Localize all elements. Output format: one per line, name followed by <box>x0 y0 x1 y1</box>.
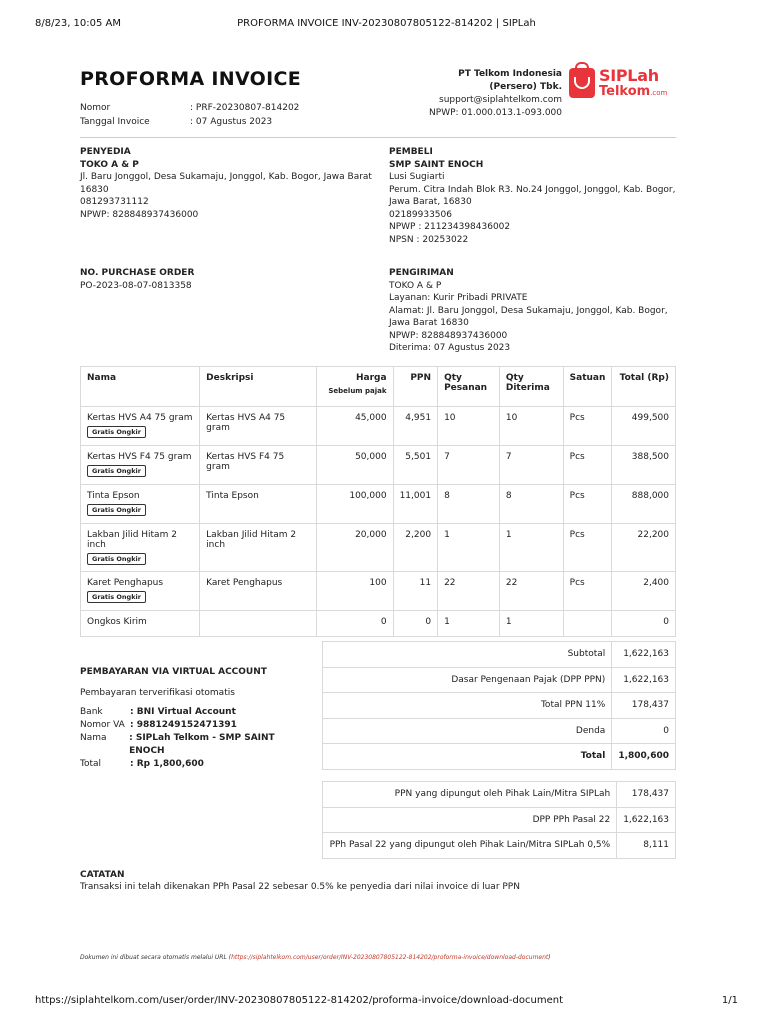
pembeli-npsn: NPSN : 20253022 <box>389 234 469 245</box>
col-qty-diterima: Qty Diterima <box>499 367 563 407</box>
cell-deskripsi: Lakban Jilid Hitam 2 inch <box>200 524 317 572</box>
ppn-value: 178,437 <box>612 693 676 719</box>
ppn-pungut-label: PPN yang dipungut oleh Pihak Lain/Mitra SIPLah <box>323 782 617 808</box>
pengiriman-layanan: Layanan: Kurir Pribadi PRIVATE <box>389 293 528 303</box>
company-npwp: NPWP: 01.000.013.1-093.000 <box>429 108 562 118</box>
print-datetime: 8/8/23, 10:05 AM <box>35 18 122 29</box>
cell-qty-pesanan: 7 <box>438 446 500 485</box>
table-row <box>81 572 676 611</box>
gratis-ongkir-badge: Gratis Ongkir <box>87 465 146 477</box>
dpp-label: Dasar Pengenaan Pajak (DPP PPN) <box>323 667 612 693</box>
cell-qty-pesanan: 1 <box>438 611 500 637</box>
ppn-label: Total PPN 11% <box>323 693 612 719</box>
cell-deskripsi: Kertas HVS F4 75 gram <box>200 446 317 485</box>
cell-satuan: Pcs <box>563 485 612 524</box>
cell-nama: Ongkos Kirim <box>81 611 200 637</box>
gratis-ongkir-badge: Gratis Ongkir <box>87 591 146 603</box>
table-header-row <box>81 367 676 407</box>
tax-table <box>322 781 676 859</box>
cell-ppn: 5,501 <box>393 446 438 485</box>
pembeli-npwp: NPWP : 211234398436002 <box>389 222 511 232</box>
cell-deskripsi: Karet Penghapus <box>200 572 317 611</box>
subtotal-value: 1,622,163 <box>612 642 676 668</box>
table-row-ongkir <box>81 611 676 637</box>
pembeli-name: SMP SAINT ENOCH <box>389 159 484 170</box>
va-value: : 9881249152471391 <box>130 720 237 730</box>
total-value: 1,800,600 <box>612 744 676 770</box>
cell-deskripsi: Tinta Epson <box>200 485 317 524</box>
pengiriman-block <box>389 267 676 355</box>
penyedia-name: TOKO A & P <box>80 159 139 170</box>
summary-row <box>323 667 676 693</box>
table-row <box>81 446 676 485</box>
cell-satuan: Pcs <box>563 446 612 485</box>
summary-row <box>323 744 676 770</box>
penyedia-address: Jl. Baru Jonggol, Desa Sukamaju, Jonggol, Kab. Bogor, Jawa Barat 16830 <box>80 172 372 195</box>
company-name-2: (Persero) Tbk. <box>489 82 562 92</box>
cell-total: 888,000 <box>612 485 676 524</box>
cell-ppn: 11 <box>393 572 438 611</box>
logo-text-top: SIPLah <box>599 66 659 85</box>
tax-row <box>323 807 676 833</box>
notes-block <box>80 869 520 893</box>
shopping-bag-icon <box>569 68 595 98</box>
notes-heading: CATATAN <box>80 870 125 880</box>
gratis-ongkir-badge: Gratis Ongkir <box>87 504 146 516</box>
cell-qty-diterima: 22 <box>499 572 563 611</box>
logo-text-bottom: Telkom.com <box>599 84 668 99</box>
cell-qty-pesanan: 1 <box>438 524 500 572</box>
col-qty-pesanan: Qty Pesanan <box>438 367 500 407</box>
page-number: 1/1 <box>721 995 738 1006</box>
penyedia-phone: 081293731112 <box>80 197 149 207</box>
ppn-pungut-value: 178,437 <box>617 782 676 808</box>
pengiriman-alamat: Alamat: Jl. Baru Jonggol, Desa Sukamaju, Jonggol, Kab. Bogor, Jawa Barat 16830 <box>389 305 668 328</box>
pay-total-value: : Rp 1,800,600 <box>130 759 204 769</box>
pengiriman-npwp: NPWP: 828848937436000 <box>389 330 508 341</box>
cell-nama: Tinta Epson Gratis Ongkir <box>81 485 200 524</box>
summary-row <box>323 718 676 744</box>
cell-qty-diterima: 8 <box>499 485 563 524</box>
summary-table <box>322 641 676 770</box>
cell-qty-diterima: 1 <box>499 524 563 572</box>
nama-label: Nama <box>80 733 107 743</box>
pph-label: PPh Pasal 22 yang dipungut oleh Pihak Lain/Mitra SIPLah 0,5% <box>323 833 617 859</box>
cell-qty-diterima: 7 <box>499 446 563 485</box>
dpp-value: 1,622,163 <box>612 667 676 693</box>
cell-total: 388,500 <box>612 446 676 485</box>
cell-total: 2,400 <box>612 572 676 611</box>
document-url-link[interactable]: https://siplahtelkom.com/user/order/INV-20230807805122-814202/proforma-invoice/download-document <box>231 954 549 961</box>
gratis-ongkir-badge: Gratis Ongkir <box>87 553 146 565</box>
print-url: https://siplahtelkom.com/user/order/INV-20230807805122-814202/proforma-invoice/download-document <box>35 995 563 1006</box>
bank-value: : BNI Virtual Account <box>130 707 236 717</box>
summary-row <box>323 693 676 719</box>
notes-text: Transaksi ini telah dikenakan PPh Pasal 22 sebesar 0.5% ke penyedia dari nilai invoice di luar PPN <box>80 882 520 892</box>
pembeli-contact: Lusi Sugiarti <box>389 172 445 182</box>
cell-nama: Kertas HVS F4 75 gram Gratis Ongkir <box>81 446 200 485</box>
pembeli-address: Perum. Citra Indah Blok R3. No.24 Jonggol, Jonggol, Kab. Bogor, Jawa Barat, 16830 <box>389 184 676 207</box>
subtotal-label: Subtotal <box>323 642 612 668</box>
cell-qty-diterima: 10 <box>499 407 563 446</box>
cell-total: 499,500 <box>612 407 676 446</box>
cell-ppn: 11,001 <box>393 485 438 524</box>
tanggal-value: : 07 Agustus 2023 <box>190 116 273 127</box>
company-name-1: PT Telkom Indonesia <box>458 69 562 79</box>
pay-total-label: Total <box>80 759 102 769</box>
company-email: support@siplahtelkom.com <box>439 95 562 105</box>
siplah-logo <box>567 66 679 102</box>
cell-nama: Kertas HVS A4 75 gram Gratis Ongkir <box>81 407 200 446</box>
divider <box>80 137 676 138</box>
summary-row <box>323 642 676 668</box>
cell-harga: 100 <box>317 572 393 611</box>
page-title: PROFORMA INVOICE <box>80 68 301 90</box>
cell-satuan: Pcs <box>563 524 612 572</box>
table-row <box>81 485 676 524</box>
nama-value: : SIPLah Telkom - SMP SAINT ENOCH <box>129 733 275 756</box>
cell-qty-pesanan: 22 <box>438 572 500 611</box>
gratis-ongkir-badge: Gratis Ongkir <box>87 426 146 438</box>
dpp-pph-value: 1,622,163 <box>617 807 676 833</box>
cell-ppn: 2,200 <box>393 524 438 572</box>
po-heading: NO. PURCHASE ORDER <box>80 268 195 278</box>
table-row <box>81 407 676 446</box>
penyedia-heading: PENYEDIA <box>80 147 131 157</box>
pembeli-phone: 02189933506 <box>389 209 452 220</box>
pph-value: 8,111 <box>617 833 676 859</box>
company-info <box>400 68 562 120</box>
col-nama: Nama <box>81 367 200 407</box>
col-satuan: Satuan <box>563 367 612 407</box>
cell-satuan: Pcs <box>563 407 612 446</box>
cell-ppn: 4,951 <box>393 407 438 446</box>
po-block <box>80 267 380 292</box>
penyedia-npwp: NPWP: 828848937436000 <box>80 209 199 220</box>
bank-label: Bank <box>80 707 103 717</box>
invoice-meta <box>80 102 299 129</box>
table-row <box>81 524 676 572</box>
col-deskripsi: Deskripsi <box>200 367 317 407</box>
penyedia-block <box>80 146 380 221</box>
cell-total: 22,200 <box>612 524 676 572</box>
cell-harga: 100,000 <box>317 485 393 524</box>
cell-harga: 0 <box>317 611 393 637</box>
col-ppn: PPN <box>393 367 438 407</box>
print-footer <box>35 995 738 1006</box>
cell-qty-pesanan: 10 <box>438 407 500 446</box>
items-table <box>80 366 676 637</box>
cell-deskripsi: Kertas HVS A4 75 gram <box>200 407 317 446</box>
pengiriman-diterima: Diterima: 07 Agustus 2023 <box>389 343 511 353</box>
auto-generated-note: Dokumen ini dibuat secara otomatis melalui URL (https://siplahtelkom.com/user/order/INV-20230807805122-814202/proforma-invoice/download-document) <box>80 954 551 961</box>
tax-row <box>323 833 676 859</box>
nomor-label: Nomor <box>80 103 111 113</box>
pengiriman-heading: PENGIRIMAN <box>389 268 454 278</box>
cell-satuan: Pcs <box>563 572 612 611</box>
cell-harga: 50,000 <box>317 446 393 485</box>
cell-qty-pesanan: 8 <box>438 485 500 524</box>
po-value: PO-2023-08-07-0813358 <box>80 280 192 291</box>
pembeli-block <box>389 146 676 246</box>
pembeli-heading: PEMBELI <box>389 147 433 157</box>
tanggal-label: Tanggal Invoice <box>80 116 150 127</box>
cell-nama: Lakban Jilid Hitam 2 inch Gratis Ongkir <box>81 524 200 572</box>
denda-value: 0 <box>612 718 676 744</box>
cell-harga: 20,000 <box>317 524 393 572</box>
cell-satuan <box>563 611 612 637</box>
denda-label: Denda <box>323 718 612 744</box>
pengiriman-name: TOKO A & P <box>389 280 442 291</box>
print-title: PROFORMA INVOICE INV-20230807805122-814202 | SIPLah <box>237 18 536 29</box>
print-header <box>35 18 738 29</box>
va-label: Nomor VA <box>80 720 125 730</box>
cell-harga: 45,000 <box>317 407 393 446</box>
total-label: Total <box>323 744 612 770</box>
cell-deskripsi <box>200 611 317 637</box>
cell-qty-diterima: 1 <box>499 611 563 637</box>
payment-heading: PEMBAYARAN VIA VIRTUAL ACCOUNT <box>80 667 267 677</box>
col-total: Total (Rp) <box>612 367 676 407</box>
tax-row <box>323 782 676 808</box>
cell-ppn: 0 <box>393 611 438 637</box>
col-harga: Harga Sebelum pajak <box>317 367 393 407</box>
cell-total: 0 <box>612 611 676 637</box>
cell-nama: Karet Penghapus Gratis Ongkir <box>81 572 200 611</box>
nomor-value: : PRF-20230807-814202 <box>190 103 300 113</box>
dpp-pph-label: DPP PPh Pasal 22 <box>323 807 617 833</box>
payment-block <box>80 666 310 771</box>
payment-status: Pembayaran terverifikasi otomatis <box>80 688 235 698</box>
